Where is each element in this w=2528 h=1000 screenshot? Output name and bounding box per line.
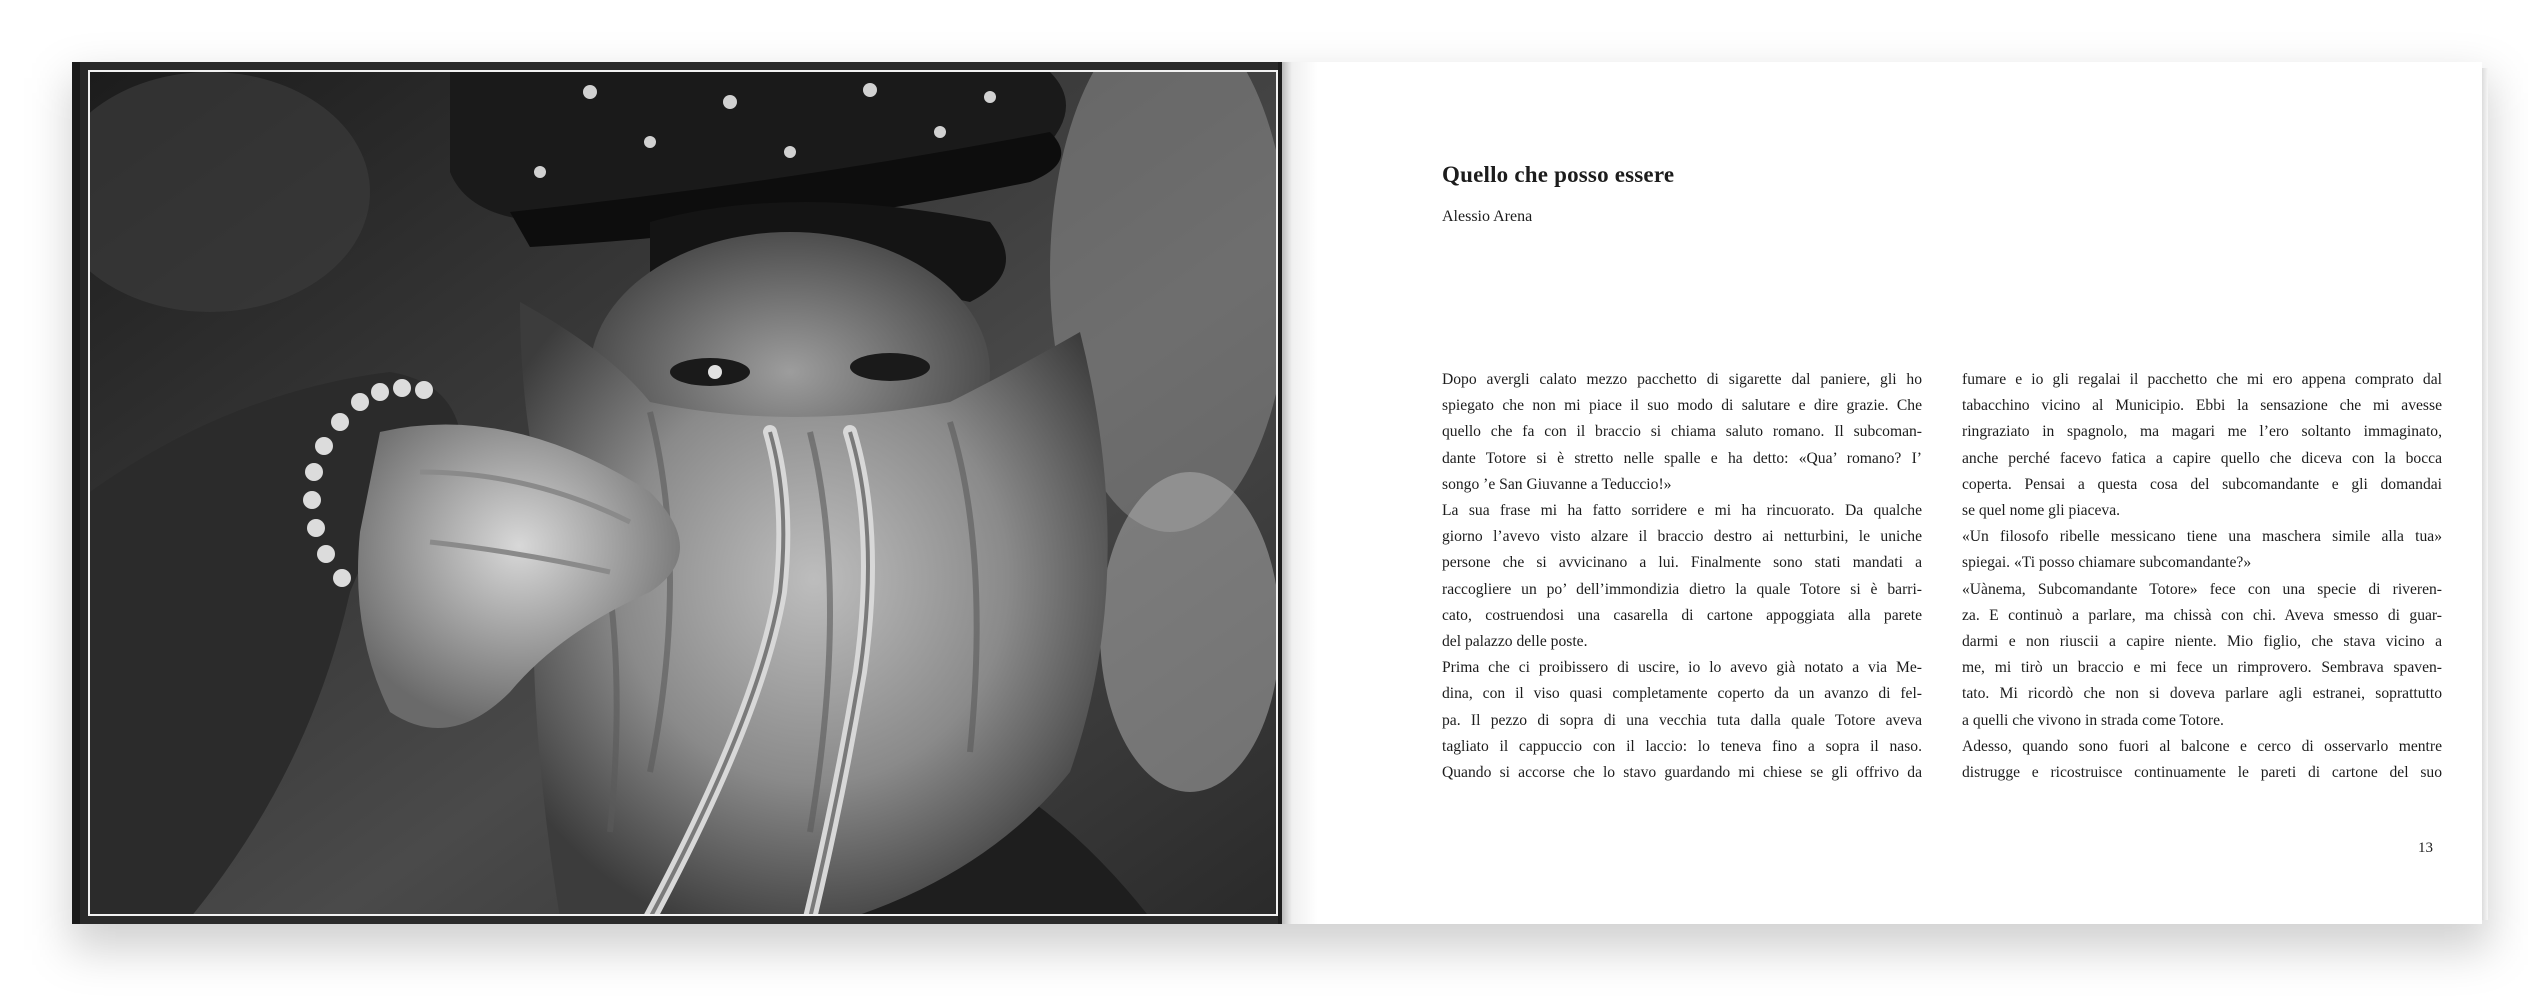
text-line: tato. Mi ricordò che non si doveva parlare agli estranei, soprattutto [1962,685,2442,703]
text-line: Quando si accorse che lo stavo guardando mi chiese se gli offrivo da [1442,764,1922,782]
text-line: spiegato che non mi piace il suo modo di salutare e dire grazie. Che [1442,397,1922,415]
text-line: cato, costruendosi una casarella di cartone appoggiata alla parete [1442,606,1922,624]
text-line: spiegai. «Ti posso chiamare subcomandante?» [1962,554,2252,572]
text-line: persone che si avvicinano a lui. Finalmente sono stati mandati a [1442,554,1922,572]
text-line: se quel nome gli piaceva. [1962,502,2121,520]
text-line: tagliato il cappuccio con il laccio: lo teneva fino a sopra il naso. [1442,737,1922,755]
text-column-left [1442,367,1922,786]
page-number: 13 [2418,840,2433,856]
text-line: «Uànema, Subcomandante Totore» fece con una specie di riveren- [1962,580,2442,598]
text-line: songo ’e San Giuvanne a Teduccio!» [1442,475,1672,493]
text-line: raccogliere un po’ dell’immondizia dietro la quale Totore si è barri- [1442,580,1922,598]
text-line: dante Totore si è stretto nelle spalle e ha detto: «Qua’ romano? I’ [1442,449,1922,467]
black-and-white-portrait-photo [88,70,1278,916]
text-line: tabacchino vicino al Municipio. Ebbi la sensazione che mi avesse [1962,397,2442,415]
text-line: distrugge e ricostruisce continuamente le pareti di cartone del suo [1962,764,2442,782]
left-page [72,62,1282,924]
text-line: del palazzo delle poste. [1442,633,1588,651]
author-name: Alessio Arena [1442,208,1533,225]
text-line: giorno l’avevo visto alzare il braccio destro ai netturbini, le uniche [1442,528,1922,546]
text-line: ringraziato in spagnolo, ma magari me l’ero soltanto immaginato, [1962,423,2442,441]
text-line: fumare e io gli regalai il pacchetto che mi ero appena comprato dal [1962,371,2442,388]
page-edge [2482,68,2488,920]
text-line: «Un filosofo ribelle messicano tiene una maschera simile alla tua» [1962,528,2442,546]
text-line: anche perché facevo fatica a capire quello che diceva con la bocca [1962,449,2442,467]
book-gutter [1278,62,1318,924]
chapter-title: Quello che posso essere [1442,162,1675,187]
text-line: Dopo avergli calato mezzo pacchetto di sigarette dal paniere, gli ho [1442,371,1922,388]
text-line: pa. Il pezzo di sopra di una vecchia tuta dalla quale Totore aveva [1442,711,1922,729]
text-line: me, mi tirò un braccio e mi fece un rimprovero. Sembrava spaven- [1962,659,2442,677]
text-line: Prima che ci proibissero di uscire, io lo avevo già notato a via Me- [1442,659,1922,677]
text-line: coperta. Pensai a questa cosa del subcomandante e gli domandai [1962,475,2442,493]
right-page [1282,62,2482,924]
text-line: Adesso, quando sono fuori al balcone e cerco di osservarlo mentre [1962,737,2442,755]
portrait-illustration [90,72,1278,916]
text-line: dina, con il viso quasi completamente coperto da un avanzo di fel- [1442,685,1922,703]
text-line: a quelli che vivono in strada come Totore. [1962,711,2224,729]
text-column-right [1962,367,2442,786]
text-line: quello che fa con il braccio si chiama saluto romano. Il subcoman- [1442,423,1922,441]
text-line: darmi e non riuscii a capire niente. Mio figlio, che stava vicino a [1962,633,2442,651]
open-book [72,62,2482,924]
text-line: La sua frase mi ha fatto sorridere e mi ha rincuorato. Da qualche [1442,502,1922,520]
text-line: za. E continuò a parlare, ma chissà con chi. Aveva smesso di guar- [1962,606,2442,624]
